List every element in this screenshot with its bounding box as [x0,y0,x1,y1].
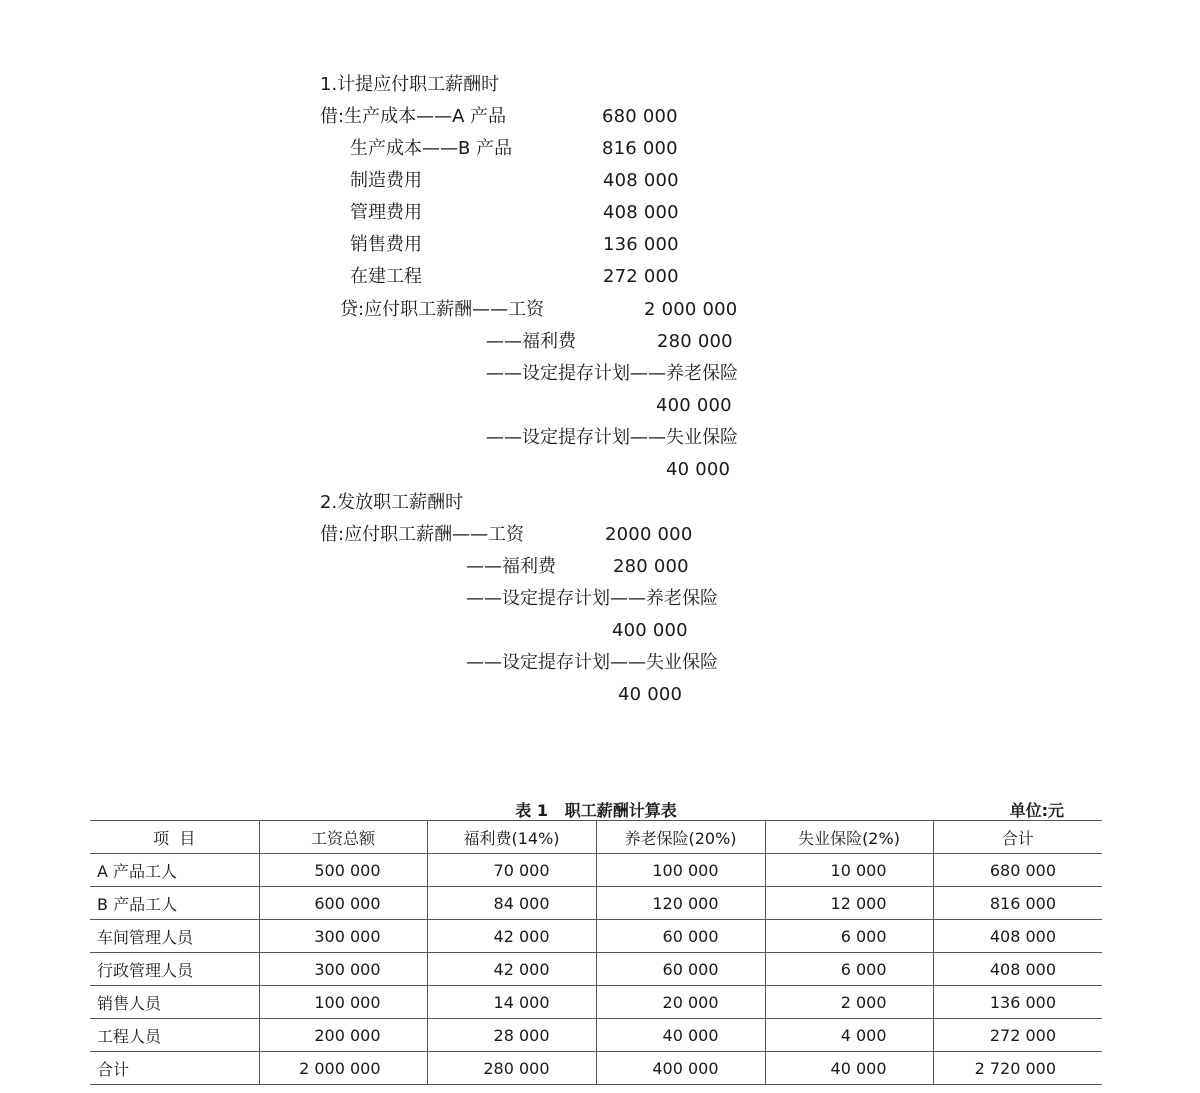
table-cell: 12 000 [765,887,933,920]
table-cell: 42 000 [427,920,596,953]
column-header: 项 目 [90,821,259,854]
table-cell: 4 000 [765,1019,933,1052]
entry-amount: 136 000 [603,234,679,255]
entry-account: 生产成本——B 产品 [350,138,513,159]
table-cell: 10 000 [765,854,933,887]
entry-account: 借:应付职工薪酬——工资 [320,524,525,545]
table-cell: 280 000 [427,1052,596,1085]
table-cell: 2 720 000 [933,1052,1102,1085]
entry-amount: 280 000 [657,331,733,352]
table-cell: 84 000 [427,887,596,920]
column-header: 失业保险(2%) [765,821,933,854]
entry-amount: 280 000 [613,556,689,577]
column-header: 合计 [933,821,1102,854]
table-cell: 40 000 [765,1052,933,1085]
entry-account: 贷:应付职工薪酬——工资 [340,299,545,320]
entry-amount: 816 000 [602,138,678,159]
salary-table-section [90,796,1102,1085]
table-row [90,887,1102,920]
entry-amount: 408 000 [603,170,679,191]
table-caption: 表 1 职工薪酬计算表 [515,801,677,820]
entry-amount: 2000 000 [605,524,693,545]
entry-account: 管理费用 [350,202,422,223]
entry-amount: 408 000 [603,202,679,223]
entry-account: 销售费用 [350,234,422,255]
table-cell: 816 000 [933,887,1102,920]
row-label: 行政管理人员 [90,953,259,986]
row-label: 车间管理人员 [90,920,259,953]
table-row [90,854,1102,887]
table-row [90,953,1102,986]
entry-account: 制造费用 [350,170,422,191]
entry-account: ——福利费 [466,556,556,577]
row-label: 工程人员 [90,1019,259,1052]
entry-amount: 272 000 [603,266,679,287]
entry-account: ——福利费 [486,331,576,352]
table-cell: 2 000 000 [259,1052,427,1085]
table-cell: 300 000 [259,953,427,986]
entry-account: 在建工程 [350,266,422,287]
table-cell: 136 000 [933,986,1102,1019]
entry-account: ——设定提存计划——养老保险 [486,363,738,384]
table-cell: 60 000 [596,953,765,986]
table-row [90,1019,1102,1052]
table-cell: 680 000 [933,854,1102,887]
table-cell: 300 000 [259,920,427,953]
entry-amount: 400 000 [656,395,732,416]
table-cell: 408 000 [933,953,1102,986]
table-cell: 42 000 [427,953,596,986]
entry-account: ——设定提存计划——失业保险 [486,427,738,448]
entry-amount: 680 000 [602,106,678,127]
table-cell: 408 000 [933,920,1102,953]
table-cell: 40 000 [596,1019,765,1052]
table-header-row [90,821,1102,854]
table-cell: 6 000 [765,953,933,986]
table-cell: 600 000 [259,887,427,920]
entry-amount: 400 000 [612,620,688,641]
table-cell: 14 000 [427,986,596,1019]
table-cell: 500 000 [259,854,427,887]
row-label: A 产品工人 [90,854,259,887]
table-cell: 272 000 [933,1019,1102,1052]
column-header: 工资总额 [259,821,427,854]
entry-amount: 2 000 000 [644,299,738,320]
entry-amount: 40 000 [666,459,731,480]
row-label: B 产品工人 [90,887,259,920]
table-cell: 70 000 [427,854,596,887]
entry-account: ——设定提存计划——失业保险 [466,652,718,673]
row-label: 销售人员 [90,986,259,1019]
entry-amount: 40 000 [618,684,683,705]
table-cell: 28 000 [427,1019,596,1052]
row-label: 合计 [90,1052,259,1085]
table-cell: 60 000 [596,920,765,953]
column-header: 养老保险(20%) [596,821,765,854]
table-cell: 100 000 [259,986,427,1019]
column-header: 福利费(14%) [427,821,596,854]
table-total-row [90,1052,1102,1085]
section1-heading: 1.计提应付职工薪酬时 [320,74,500,95]
table-cell: 200 000 [259,1019,427,1052]
table-cell: 100 000 [596,854,765,887]
salary-table [90,820,1102,1085]
table-cell: 20 000 [596,986,765,1019]
table-row [90,920,1102,953]
section2-heading: 2.发放职工薪酬时 [320,492,464,513]
table-cell: 6 000 [765,920,933,953]
table-row [90,986,1102,1019]
table-cell: 400 000 [596,1052,765,1085]
entry-account: 借:生产成本——A 产品 [320,106,507,127]
table-cell: 2 000 [765,986,933,1019]
table-cell: 120 000 [596,887,765,920]
table-unit: 单位:元 [1009,801,1064,820]
entry-account: ——设定提存计划——养老保险 [466,588,718,609]
